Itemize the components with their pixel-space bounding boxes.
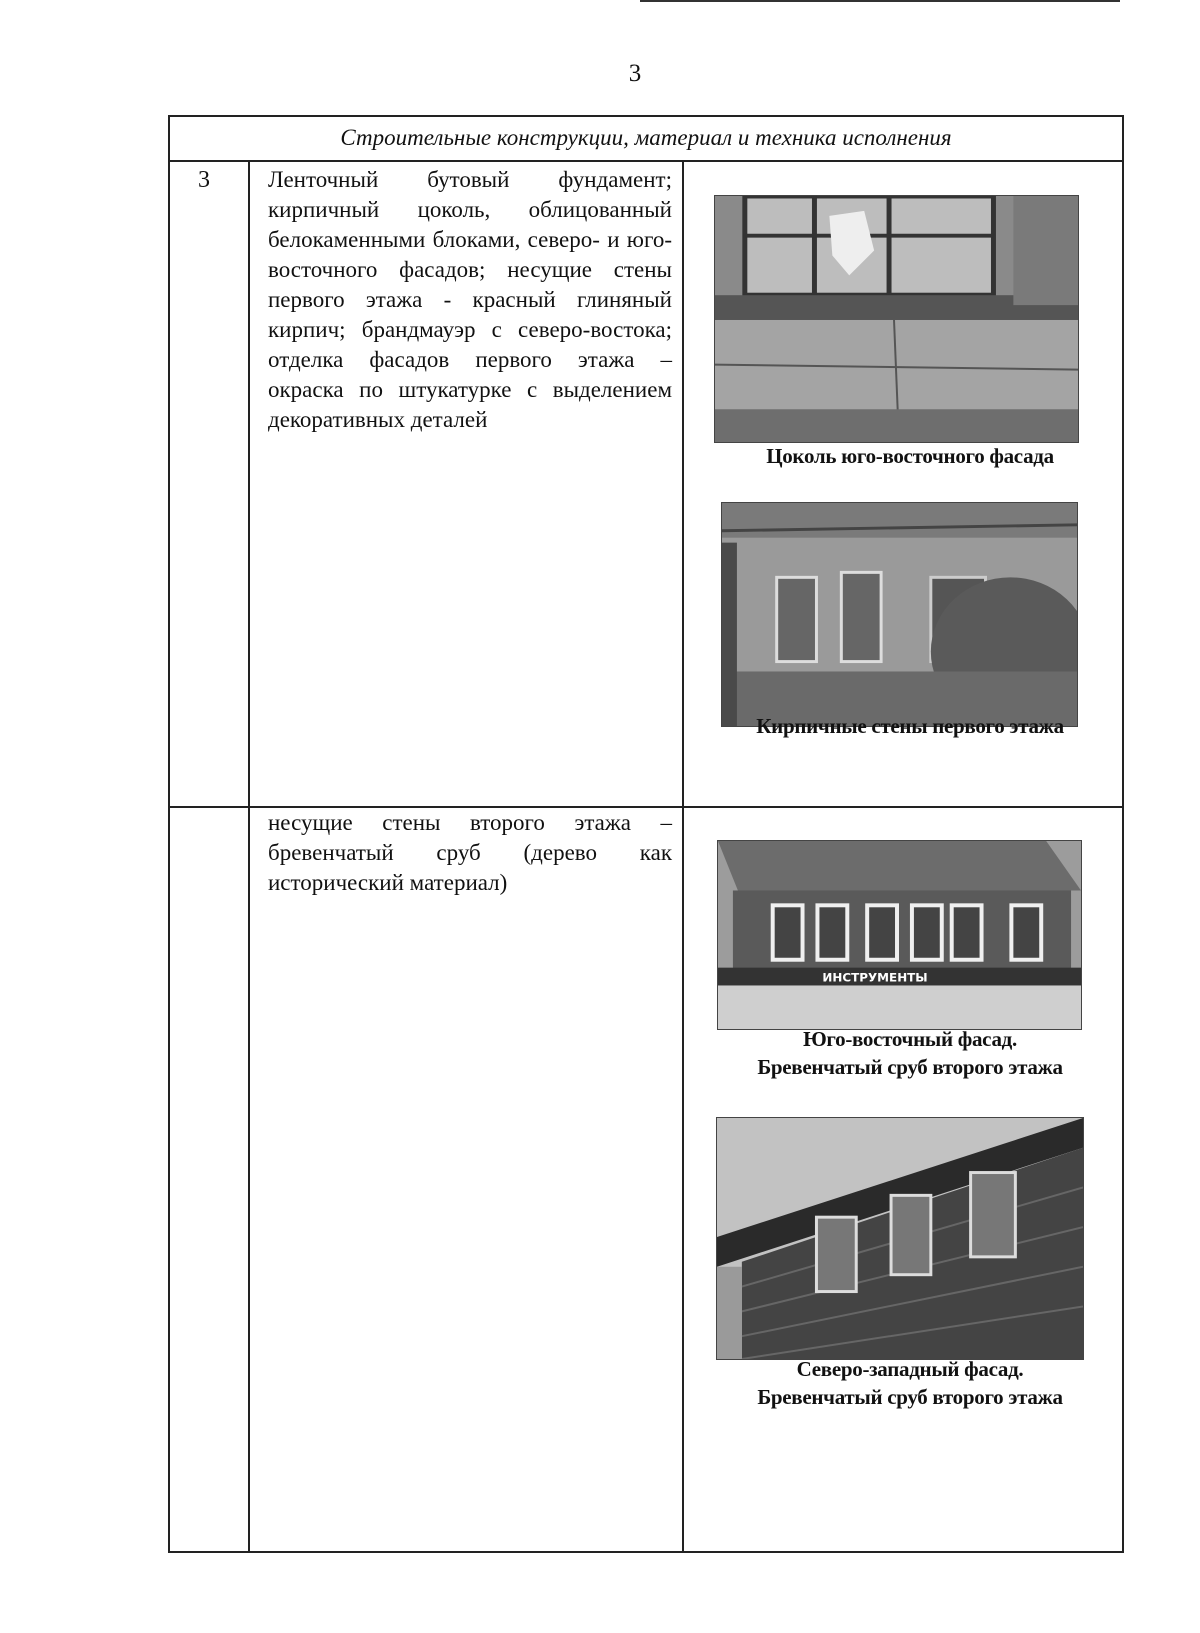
- construction-table: [168, 115, 1124, 1553]
- photo-plinth-southeast: [714, 195, 1079, 443]
- photo-caption: [700, 1025, 1120, 1081]
- photo-brick-walls-first-floor: [721, 502, 1078, 727]
- row-description: Ленточный бутовый фундамент; кирпичный цоколь, облицованный белокаменными блоками, северо- и юго-восточного фасадов; несущие стены первого этажа - красный глиняный кирпич; брандмауэр с северо-востока; отделка фасадов первого этажа – окраска по штукатурке с выделением декоративных деталей: [268, 167, 672, 432]
- photo-caption-line: Бревенчатый сруб второго этажа: [757, 1385, 1063, 1409]
- photo-caption-line: Северо-западный фасад.: [796, 1357, 1024, 1381]
- photo-caption: [700, 1355, 1120, 1411]
- photo-log-house-northwest: [716, 1117, 1084, 1360]
- page-number: 3: [628, 60, 642, 87]
- photo-caption-line: Юго-восточный фасад.: [803, 1027, 1017, 1051]
- photo-log-house-southeast: [717, 840, 1082, 1030]
- row-number: 3: [198, 167, 210, 193]
- column-divider: [248, 162, 250, 1551]
- photo-caption: Цоколь юго-восточного фасада: [766, 444, 1054, 468]
- row-description: несущие стены второго этажа – бревенчатый сруб (дерево как исторический материал): [268, 810, 672, 895]
- photo-caption-line: Бревенчатый сруб второго этажа: [757, 1055, 1063, 1079]
- top-rule: [640, 0, 1120, 2]
- table-header: Строительные конструкции, материал и техника исполнения: [170, 117, 1122, 162]
- column-divider: [682, 162, 684, 1551]
- photo-caption: Кирпичные стены первого этажа: [756, 714, 1064, 738]
- shop-sign: ИНСТРУМЕНТЫ: [822, 970, 928, 985]
